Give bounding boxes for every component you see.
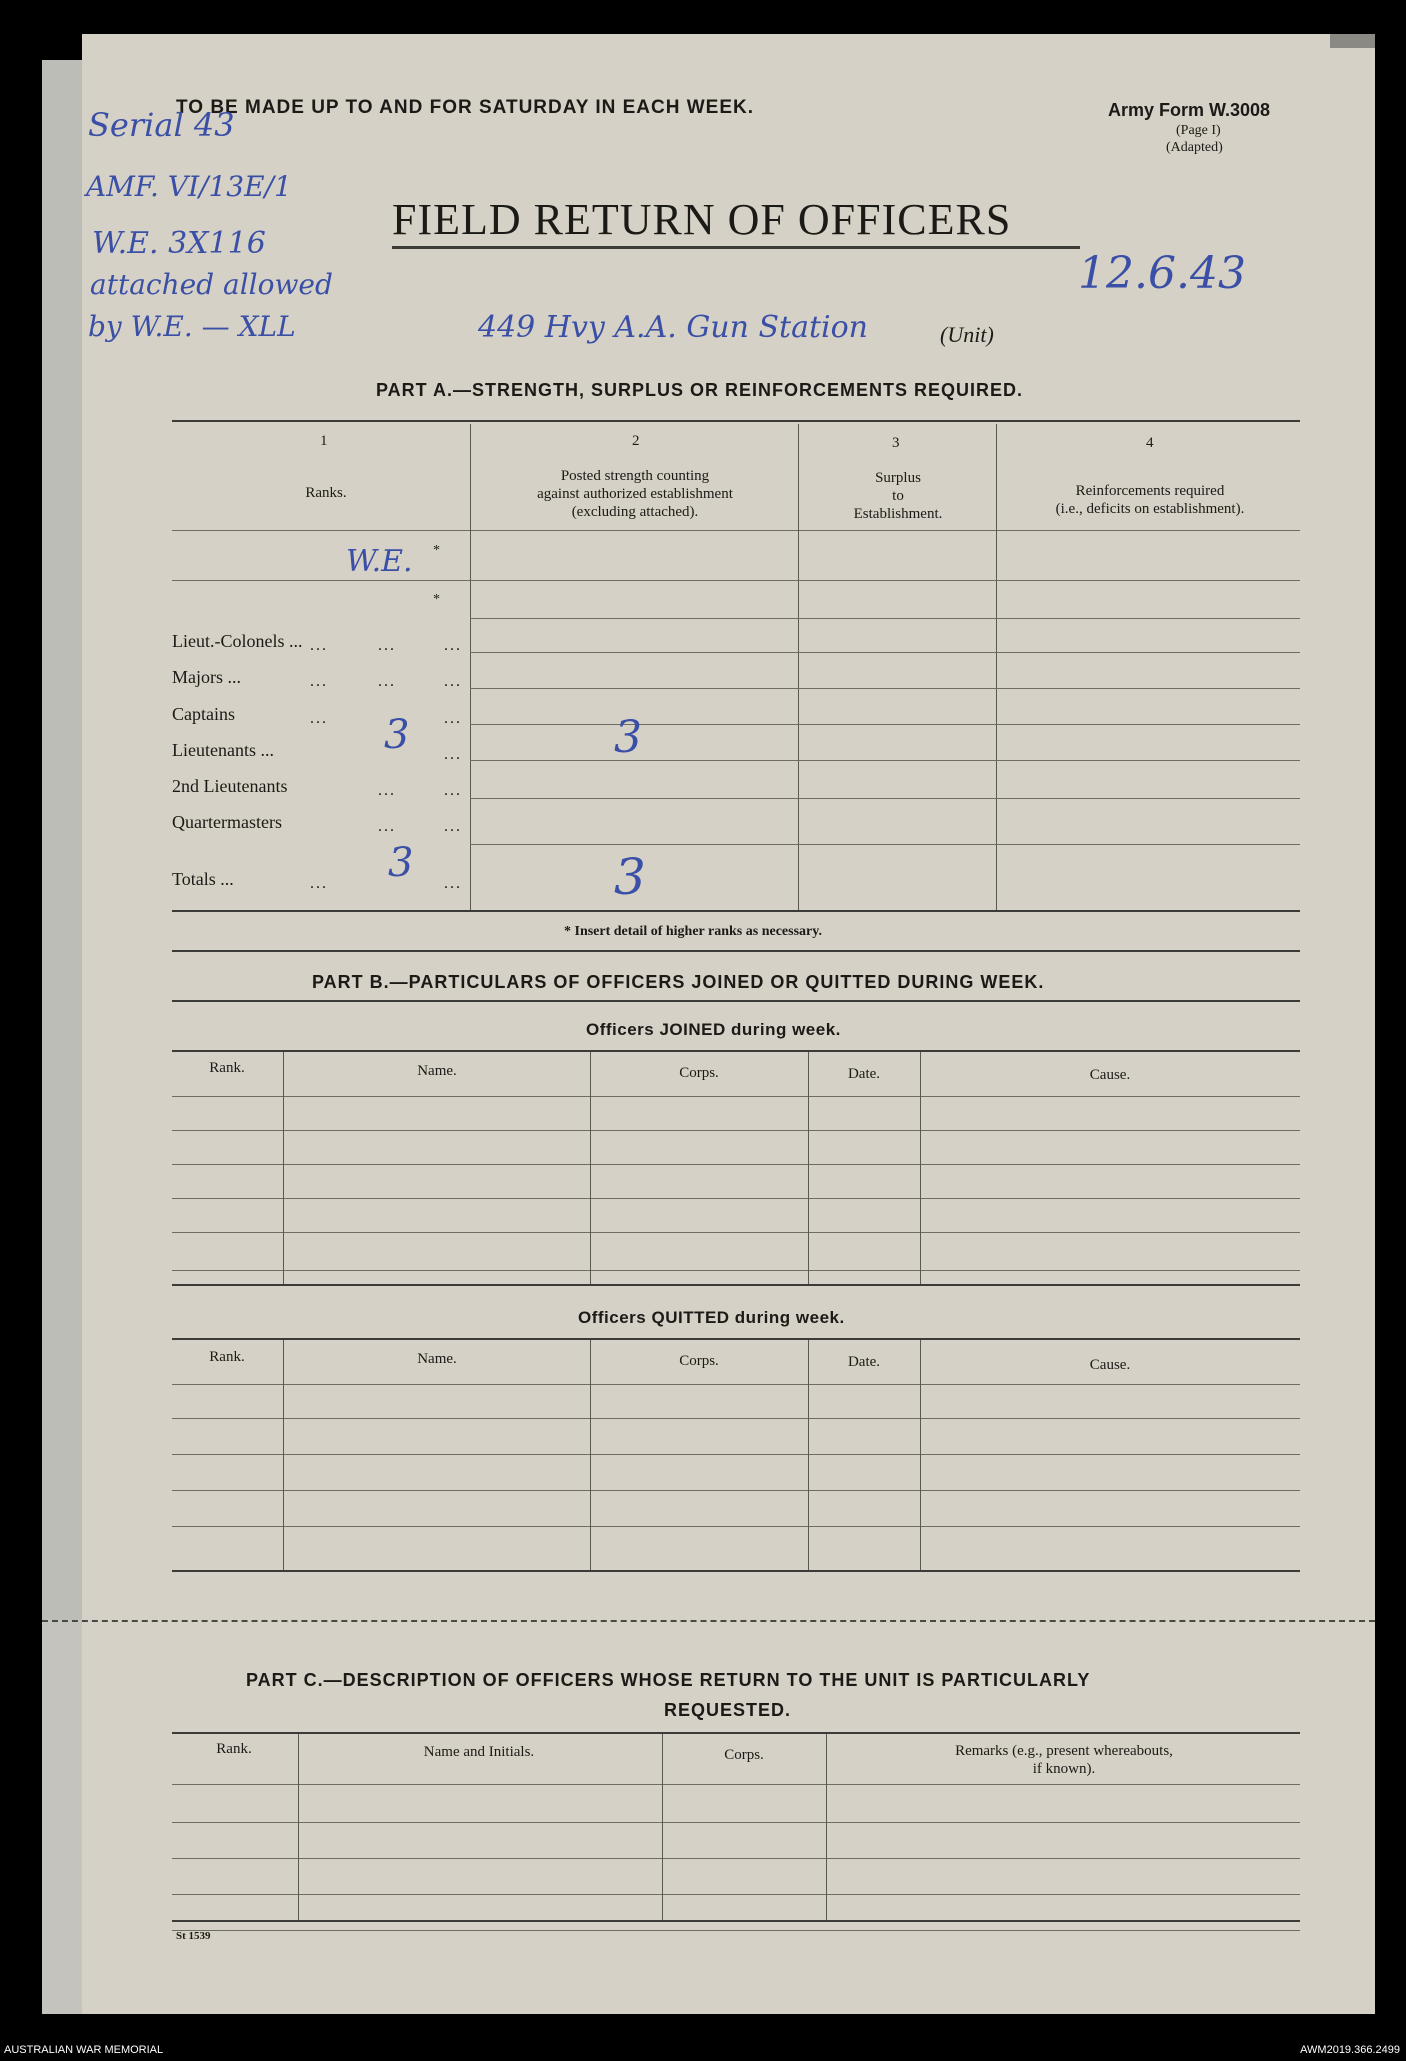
joined-row-rule — [172, 1164, 1300, 1165]
part-c-heading-line1: PART C.—DESCRIPTION OF OFFICERS WHOSE RETURN TO THE UNIT IS PARTICULARLY — [246, 1670, 1091, 1690]
part-c-col-remarks-l2: if known). — [1032, 1761, 1096, 1777]
part-a-rule-1 — [470, 652, 1300, 653]
joined-row-rule — [172, 1270, 1300, 1271]
star-marker-2: * — [433, 592, 440, 607]
part-c-top-rule — [172, 1732, 1300, 1734]
part-a-footnote-rule — [172, 950, 1300, 952]
tape-strip — [1330, 34, 1375, 48]
joined-col-cause: Cause. — [1089, 1067, 1131, 1083]
perforation-line — [42, 1620, 1375, 1622]
leader-dots: ... — [444, 746, 462, 763]
part-a-header-rule — [172, 530, 1300, 531]
part-a-col4-number: 4 — [1146, 435, 1154, 451]
quitted-row-rule — [172, 1454, 1300, 1455]
part-c-vline — [662, 1734, 663, 1920]
quitted-header-top-rule — [172, 1338, 1300, 1340]
part-c-row-rule — [172, 1784, 1300, 1785]
part-a-col2-header-l2: against authorized establishment — [537, 486, 733, 502]
quitted-bottom-rule — [172, 1570, 1300, 1572]
leader-dots: ... — [444, 710, 462, 727]
leader-dots: ... — [444, 818, 462, 835]
handwritten-we-rank: W.E. — [346, 544, 413, 579]
quitted-title: Officers QUITTED during week. — [578, 1308, 845, 1327]
part-c-row-rule — [172, 1822, 1300, 1823]
part-a-col3-header-l3: Establishment. — [853, 506, 943, 522]
handwritten-totals-ranks: 3 — [388, 840, 414, 886]
handwritten-lieutenants-ranks: 3 — [384, 712, 410, 758]
part-c-row-rule — [172, 1858, 1300, 1859]
handwritten-file-ref: AMF. VI/13E/1 — [86, 170, 292, 203]
part-a-rule-3 — [470, 724, 1300, 725]
part-a-col2-number: 2 — [632, 433, 640, 449]
footer-accession: AWM2019.366.2499 — [1300, 2044, 1400, 2056]
form-instruction: TO BE MADE UP TO AND FOR SATURDAY IN EACH WEEK. — [176, 97, 754, 118]
form-number: Army Form W.3008 — [1108, 100, 1271, 120]
handwritten-lieutenants-posted: 3 — [614, 712, 642, 763]
quitted-row-rule — [172, 1526, 1300, 1527]
part-a-col4-header-l1: Reinforcements required — [1075, 483, 1225, 499]
quitted-col-corps: Corps. — [679, 1353, 719, 1369]
rank-2nd-lieutenants: 2nd Lieutenants — [172, 776, 288, 796]
part-a-col1-header: Ranks. — [305, 485, 347, 501]
rank-totals: Totals ... — [172, 869, 234, 889]
handwritten-serial: Serial 43 — [88, 106, 235, 144]
part-c-col-rank: Rank. — [216, 1741, 252, 1757]
part-a-col3-number: 3 — [892, 435, 900, 451]
joined-col-corps: Corps. — [679, 1065, 719, 1081]
leader-dots: ... — [444, 782, 462, 799]
part-a-rule-6 — [470, 844, 1300, 845]
quitted-vline — [283, 1340, 284, 1570]
leader-dots: ... — [310, 673, 328, 690]
joined-header-top-rule — [172, 1050, 1300, 1052]
part-a-footnote: * Insert detail of higher ranks as necessary. — [564, 924, 822, 939]
leader-dots: ... — [378, 818, 396, 835]
quitted-col-rank: Rank. — [209, 1349, 245, 1365]
quitted-vline — [920, 1340, 921, 1570]
quitted-row-rule — [172, 1384, 1300, 1385]
part-a-heading: PART A.—STRENGTH, SURPLUS OR REINFORCEMENTS REQUIRED. — [376, 380, 1024, 400]
part-a-bottom-rule — [172, 910, 1300, 912]
leader-dots: ... — [310, 710, 328, 727]
part-c-heading-line2: REQUESTED. — [664, 1700, 792, 1720]
unit-label: (Unit) — [940, 322, 994, 347]
joined-vline — [590, 1052, 591, 1284]
joined-col-name: Name. — [417, 1063, 457, 1079]
part-b-heading: PART B.—PARTICULARS OF OFFICERS JOINED OR QUITTED DURING WEEK. — [312, 972, 1045, 992]
quitted-col-name: Name. — [417, 1351, 457, 1367]
joined-row-rule — [172, 1130, 1300, 1131]
title-underline — [392, 246, 1080, 249]
handwritten-we-ref: W.E. 3X116 — [92, 226, 266, 261]
part-a-col1-number: 1 — [320, 433, 328, 449]
part-a-rule-star — [470, 618, 1300, 619]
joined-col-date: Date. — [847, 1066, 881, 1082]
joined-bottom-rule — [172, 1284, 1300, 1286]
leader-dots: ... — [444, 875, 462, 892]
footer-credit: AUSTRALIAN WAR MEMORIAL — [4, 2044, 164, 2056]
rank-captains: Captains — [172, 704, 235, 724]
print-code: St 1539 — [176, 1930, 211, 1942]
joined-vline — [283, 1052, 284, 1284]
joined-vline — [920, 1052, 921, 1284]
part-a-col3-header-l2: to — [892, 488, 904, 504]
rank-majors: Majors ... — [172, 667, 241, 687]
leader-dots: ... — [378, 637, 396, 654]
part-a-rule-4 — [470, 760, 1300, 761]
joined-col-rank: Rank. — [209, 1060, 245, 1076]
quitted-col-cause: Cause. — [1089, 1357, 1131, 1373]
joined-vline — [808, 1052, 809, 1284]
part-c-bottom-rule — [172, 1920, 1300, 1922]
joined-row-rule — [172, 1198, 1300, 1199]
part-c-row-rule — [172, 1930, 1300, 1931]
leader-dots: ... — [444, 637, 462, 654]
page-title: FIELD RETURN OF OFFICERS — [392, 195, 1012, 244]
part-c-col-remarks-l1: Remarks (e.g., present whereabouts, — [955, 1743, 1173, 1759]
under-sheet-lower — [42, 1620, 84, 2014]
leader-dots: ... — [310, 637, 328, 654]
part-a-vline-3 — [996, 424, 997, 912]
form-adapted: (Adapted) — [1166, 140, 1223, 155]
handwritten-totals-posted: 3 — [614, 848, 646, 906]
joined-row-rule — [172, 1232, 1300, 1233]
part-c-row-rule — [172, 1894, 1300, 1895]
handwritten-note-1: attached allowed — [90, 268, 333, 301]
part-c-col-corps: Corps. — [724, 1747, 764, 1763]
part-a-rule-we — [172, 580, 1300, 581]
rank-quartermasters: Quartermasters — [172, 812, 282, 832]
leader-dots: ... — [444, 673, 462, 690]
part-a-vline-1 — [470, 424, 471, 912]
part-c-vline — [826, 1734, 827, 1920]
leader-dots: ... — [378, 782, 396, 799]
rank-lieut-colonels: Lieut.-Colonels ... — [172, 631, 303, 651]
handwritten-unit: 449 Hvy A.A. Gun Station — [478, 310, 868, 345]
part-a-col4-header-l2: (i.e., deficits on establishment). — [1055, 501, 1245, 517]
star-marker-1: * — [433, 543, 440, 558]
joined-row-rule — [172, 1096, 1300, 1097]
handwritten-note-2: by W.E. — XLL — [88, 310, 296, 343]
quitted-col-date: Date. — [847, 1354, 881, 1370]
part-a-rule-5 — [470, 798, 1300, 799]
part-c-vline — [298, 1734, 299, 1920]
quitted-vline — [590, 1340, 591, 1570]
quitted-vline — [808, 1340, 809, 1570]
part-a-col2-header-l1: Posted strength counting — [560, 468, 710, 484]
rank-lieutenants: Lieutenants ... — [172, 740, 274, 760]
part-a-col3-header-l1: Surplus — [875, 470, 921, 486]
part-a-top-rule — [172, 420, 1300, 422]
quitted-row-rule — [172, 1418, 1300, 1419]
form-page: (Page I) — [1176, 123, 1221, 138]
leader-dots: ... — [310, 875, 328, 892]
part-b-top-rule — [172, 1000, 1300, 1002]
handwritten-date: 12.6.43 — [1078, 248, 1246, 299]
leader-dots: ... — [378, 673, 396, 690]
part-a-rule-2 — [470, 688, 1300, 689]
part-c-col-name: Name and Initials. — [423, 1744, 535, 1760]
joined-title: Officers JOINED during week. — [586, 1020, 841, 1039]
quitted-row-rule — [172, 1490, 1300, 1491]
part-a-col2-header-l3: (excluding attached). — [571, 504, 699, 520]
part-a-vline-2 — [798, 424, 799, 912]
